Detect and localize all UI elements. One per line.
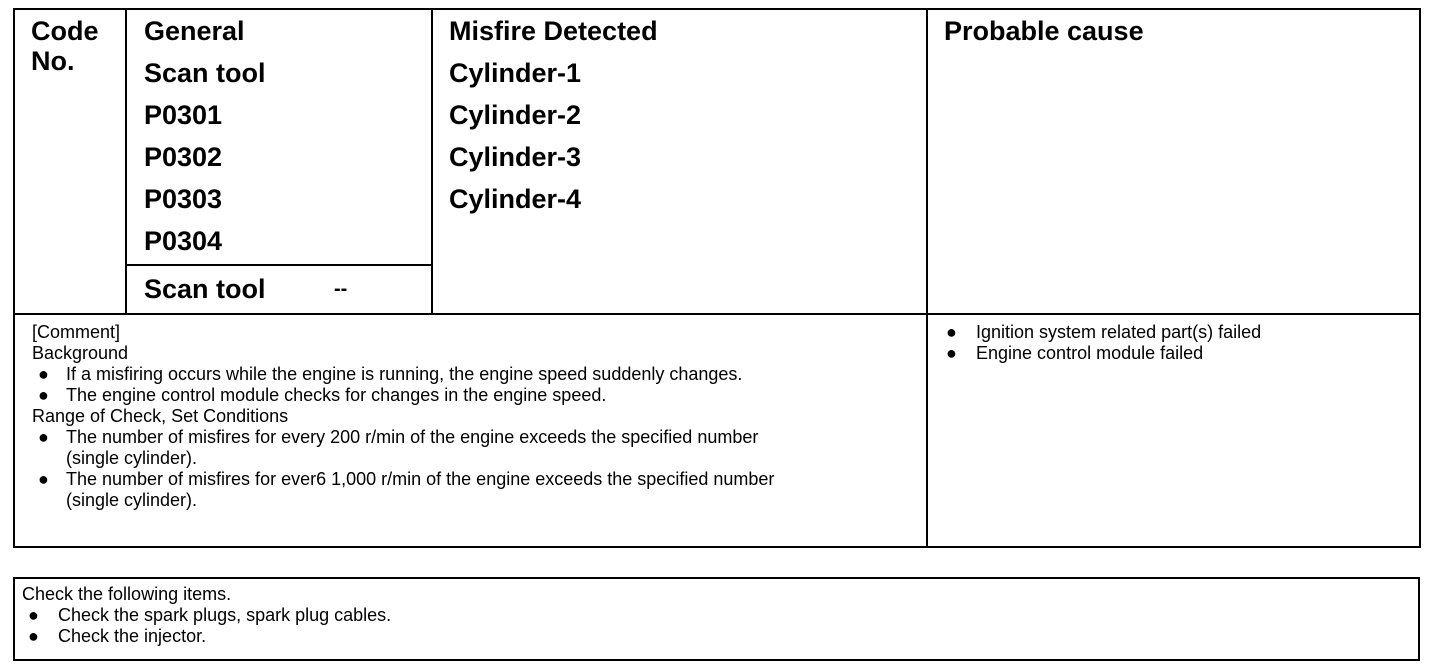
code-p0303: P0303: [144, 184, 223, 214]
divider-header-body: [13, 313, 1421, 315]
cause-item-text: Engine control module failed: [976, 343, 1204, 363]
bullet-icon: ●: [38, 469, 49, 489]
cylinder-3: Cylinder-3: [449, 142, 582, 172]
range-item-line1: The number of misfires for ever6 1,000 r/min of the engine exceeds the specified number: [66, 469, 775, 489]
background-title: Background: [32, 343, 129, 363]
cylinder-4: Cylinder-4: [449, 184, 582, 214]
causes-section: [940, 322, 1410, 364]
cylinder-1: Cylinder-1: [449, 58, 582, 88]
code-no-line2: No.: [31, 46, 75, 76]
probable-cause-title: Probable cause: [944, 16, 1144, 46]
background-item-text: If a misfiring occurs while the engine is running, the engine speed suddenly changes.: [66, 364, 743, 384]
divider-code-col: [125, 8, 127, 315]
range-title: Range of Check, Set Conditions: [32, 406, 289, 426]
bullet-icon: ●: [28, 626, 39, 646]
code-p0304: P0304: [144, 226, 223, 256]
comment-section: [32, 322, 922, 511]
check-item: [22, 626, 1402, 647]
misfire-title: Misfire Detected: [449, 16, 658, 46]
background-item: [32, 385, 922, 406]
scan-tool-title: Scan tool: [144, 58, 266, 88]
scan-tool-row-label: Scan tool: [144, 274, 266, 304]
check-item-text: Check the spark plugs, spark plug cables.: [58, 605, 392, 625]
range-item-line1: The number of misfires for every 200 r/min of the engine exceeds the specified number: [66, 427, 759, 447]
background-item-text: The engine control module checks for changes in the engine speed.: [66, 385, 607, 405]
cause-item: [940, 343, 1410, 364]
cylinder-2: Cylinder-2: [449, 100, 582, 130]
general-column: [144, 10, 266, 262]
comment-title: [Comment]: [32, 322, 121, 342]
general-title: General: [144, 16, 245, 46]
range-item: [32, 427, 922, 469]
bullet-icon: ●: [38, 427, 49, 447]
misfire-column: [449, 10, 658, 220]
check-item: [22, 605, 1402, 626]
check-section: [22, 584, 1402, 647]
range-item-line2: (single cylinder).: [66, 448, 198, 468]
divider-general-col: [431, 8, 433, 315]
code-p0302: P0302: [144, 142, 223, 172]
cause-item: [940, 322, 1410, 343]
divider-misfire-col: [926, 8, 928, 548]
bullet-icon: ●: [38, 364, 49, 384]
range-item-line2: (single cylinder).: [66, 490, 198, 510]
scan-tool-row-value: --: [334, 278, 348, 300]
code-p0301: P0301: [144, 100, 223, 130]
code-no-header: [31, 10, 99, 82]
bullet-icon: ●: [28, 605, 39, 625]
bullet-icon: ●: [946, 322, 957, 342]
check-item-text: Check the injector.: [58, 626, 207, 646]
range-item: [32, 469, 922, 511]
check-title: Check the following items.: [22, 584, 232, 604]
code-no-line1: Code: [31, 16, 99, 46]
cause-item-text: Ignition system related part(s) failed: [976, 322, 1262, 342]
background-item: [32, 364, 922, 385]
bullet-icon: ●: [38, 385, 49, 405]
divider-scan-tool-row: [125, 264, 433, 266]
bullet-icon: ●: [946, 343, 957, 363]
